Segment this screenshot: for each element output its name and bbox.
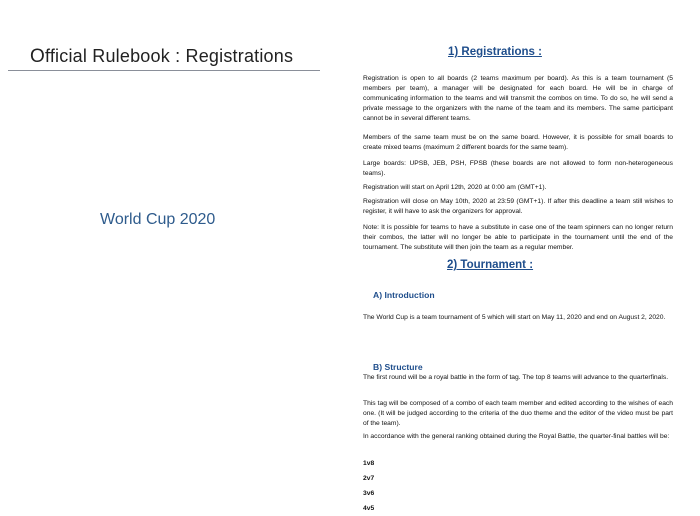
structure-paragraph: The first round will be a royal battle in the form of tag. The top 8 teams will advance to the quarterfinals. — [363, 374, 669, 381]
introduction-heading: A) Introduction — [373, 290, 435, 300]
cover-subtitle: World Cup 2020 — [100, 211, 216, 228]
title-divider — [8, 70, 320, 71]
introduction-paragraph: The World Cup is a team tournament of 5 which will start on May 11, 2020 and end on August 2, 2020. — [363, 314, 666, 321]
tournament-heading: 2) Tournament : — [447, 259, 534, 271]
registration-paragraph: Registration is open to all boards (2 teams maximum per board). As this is a team tournament (5 members per team), a manager will be designated for each board. He will be in charge of communicating information to the teams and will transmit the combos on time. To do so, he will send a private message to the organizers with the name of the team and its members. The same participant cannot be in several different teams. — [363, 75, 673, 123]
registration-paragraph: Large boards: UPSB, JEB, PSH, FPSB (these boards are not allowed to form non-heterogeneous teams). — [363, 160, 673, 178]
cover-title-rest: fficial Rulebook : Registrations — [44, 46, 294, 66]
cover-title-initial: O — [30, 46, 45, 67]
matchup-item: 4v5 — [363, 505, 375, 512]
registration-paragraph: Registration will start on April 12th, 2020 at 0:00 am (GMT+1). — [363, 184, 547, 191]
registration-paragraph: Note: It is possible for teams to have a substitute in case one of the team spinners can no longer return their combos, the latter will no longer be able to participate in the tournament until the end of the tournament. The substitute will then join the team as a regular member. — [363, 224, 673, 252]
structure-heading: B) Structure — [373, 362, 423, 372]
registration-paragraph: Members of the same team must be on the same board. However, it is possible for small boards to create mixed teams (maximum 2 different boards for the same team). — [363, 134, 673, 152]
matchup-item: 3v6 — [363, 490, 375, 497]
registrations-heading: 1) Registrations : — [448, 46, 542, 58]
rules-page — [336, 0, 700, 516]
matchup-item: 1v8 — [363, 460, 375, 467]
cover-page — [0, 0, 336, 516]
structure-paragraph: In accordance with the general ranking obtained during the Royal Battle, the quarter-final battles will be: — [363, 433, 670, 440]
registration-paragraph: Registration will close on May 10th, 2020 at 23:59 (GMT+1). If after this deadline a team still wishes to register, it will have to ask the organizers for approval. — [363, 198, 673, 216]
structure-paragraph: This tag will be composed of a combo of each team member and edited according to the wishes of each one. (It will be judged according to the criteria of the duo theme and the editor of the video must be part of the team). — [363, 400, 673, 428]
matchup-item: 2v7 — [363, 475, 375, 482]
cover-title — [30, 46, 293, 68]
